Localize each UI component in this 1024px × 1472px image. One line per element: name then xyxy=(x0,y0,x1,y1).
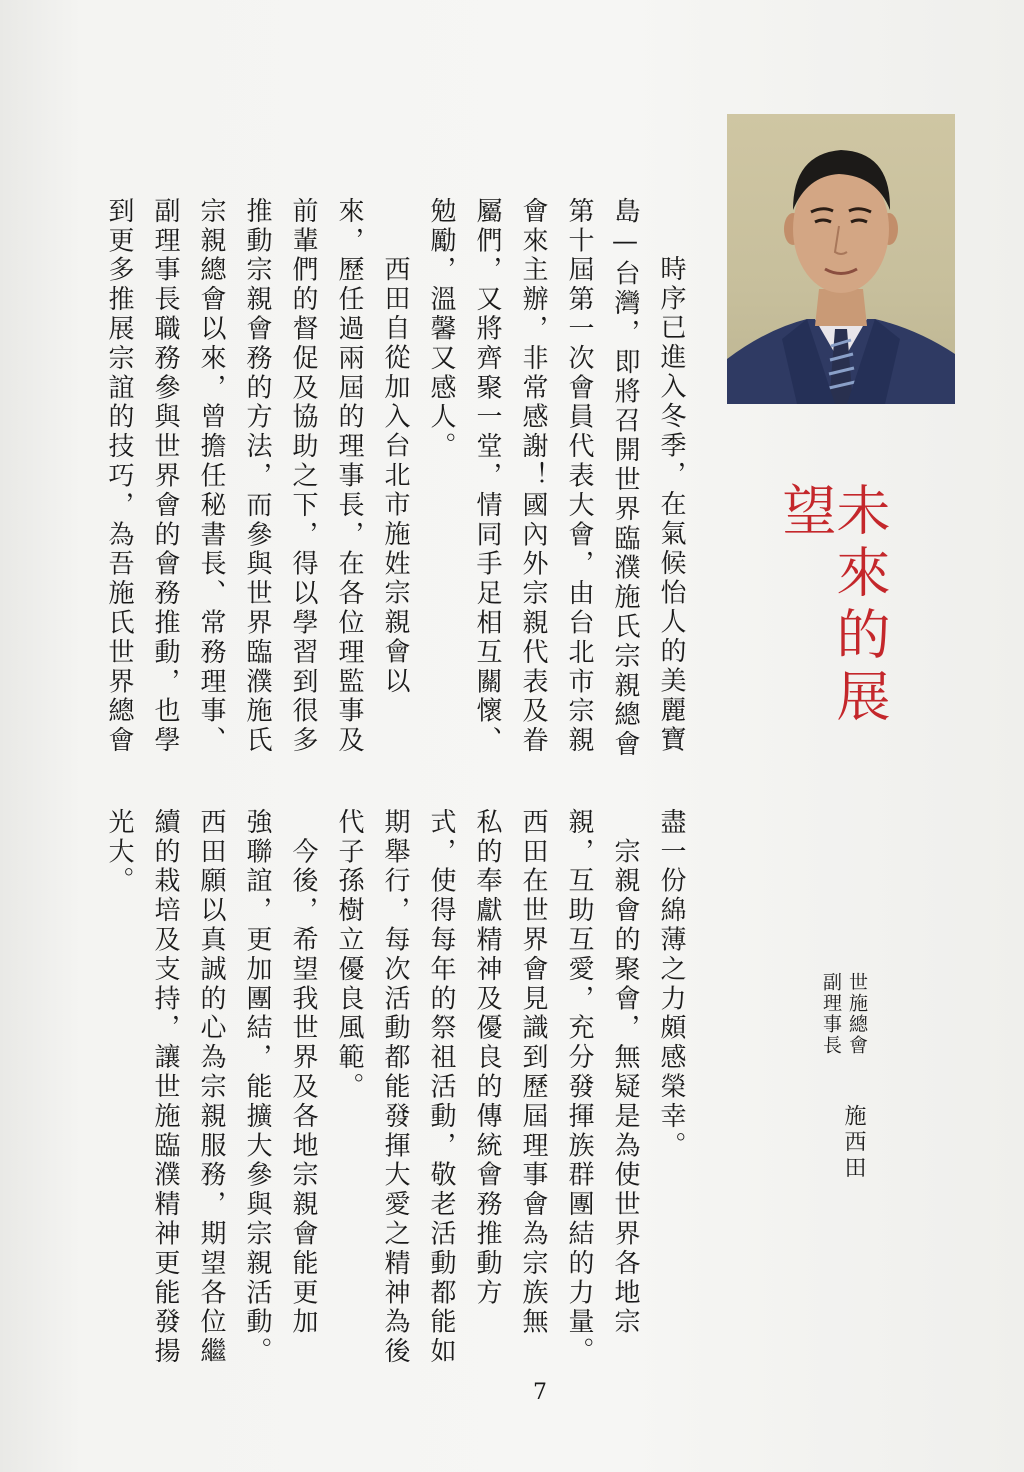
text-column: 副理事長職務參與世界會的會務推動，也學 xyxy=(150,197,180,756)
text-column: 西田自從加入台北市施姓宗親會以 xyxy=(380,226,410,697)
text-column: 宗親會的聚會，無疑是為使世界各地宗 xyxy=(610,808,640,1338)
text-column: 期舉行，每次活動都能發揮大愛之精神為後 xyxy=(380,808,410,1367)
portrait-illustration xyxy=(727,114,955,404)
text-column: 推動宗親會務的方法，而參與世界臨濮施氏 xyxy=(242,197,272,756)
text-column: 會來主辦，非常感謝！國內外宗親代表及眷 xyxy=(518,197,548,756)
text-column: 時序已進入冬季，在氣候怡人的美麗寶 xyxy=(656,255,686,755)
page-number: 7 xyxy=(533,1380,547,1405)
text-column: 強聯誼，更加團結，能擴大參與宗親活動。 xyxy=(242,808,272,1367)
author-name: 施西田 xyxy=(841,1104,866,1182)
text-column: 親，互助互愛，充分發揮族群團結的力量。 xyxy=(564,808,594,1367)
text-column: 西田在世界會見識到歷屆理事會為宗族無 xyxy=(518,808,548,1338)
text-column: 島—台灣，即將召開世界臨濮施氏宗親總會 xyxy=(610,197,640,760)
text-column: 到更多推展宗誼的技巧，為吾施氏世界總會 xyxy=(104,197,134,756)
text-column: 盡一份綿薄之力頗感榮幸。 xyxy=(656,808,686,1161)
text-column: 來，歷任過兩屆的理事長，在各位理監事及 xyxy=(334,197,364,756)
portrait-photo xyxy=(727,114,955,404)
author-title: 世施總會 副理事長 xyxy=(820,972,868,1056)
text-column: 今後，希望我世界及各地宗親會能更加 xyxy=(288,808,318,1338)
text-column: 西田願以真誠的心為宗親服務，期望各位繼 xyxy=(196,808,226,1367)
text-column: 宗親總會以來，曾擔任秘書長、常務理事、 xyxy=(196,197,226,756)
article-title: 未來的展望 xyxy=(774,482,891,730)
text-column: 續的栽培及支持，讓世施臨濮精神更能發揚 xyxy=(150,808,180,1367)
text-column: 屬們，又將齊聚一堂，情同手足相互關懷、 xyxy=(472,197,502,756)
text-column: 第十屆第一次會員代表大會，由台北市宗親 xyxy=(564,197,594,756)
text-column: 私的奉獻精神及優良的傳統會務推動方 xyxy=(472,808,502,1308)
text-column: 代子孫樹立優良風範。 xyxy=(334,808,364,1102)
text-column: 式，使得每年的祭祖活動，敬老活動都能如 xyxy=(426,808,456,1367)
text-column: 光大。 xyxy=(104,808,134,897)
text-column: 前輩們的督促及協助之下，得以學習到很多 xyxy=(288,197,318,756)
text-column: 勉勵，溫馨又感人。 xyxy=(426,197,456,462)
